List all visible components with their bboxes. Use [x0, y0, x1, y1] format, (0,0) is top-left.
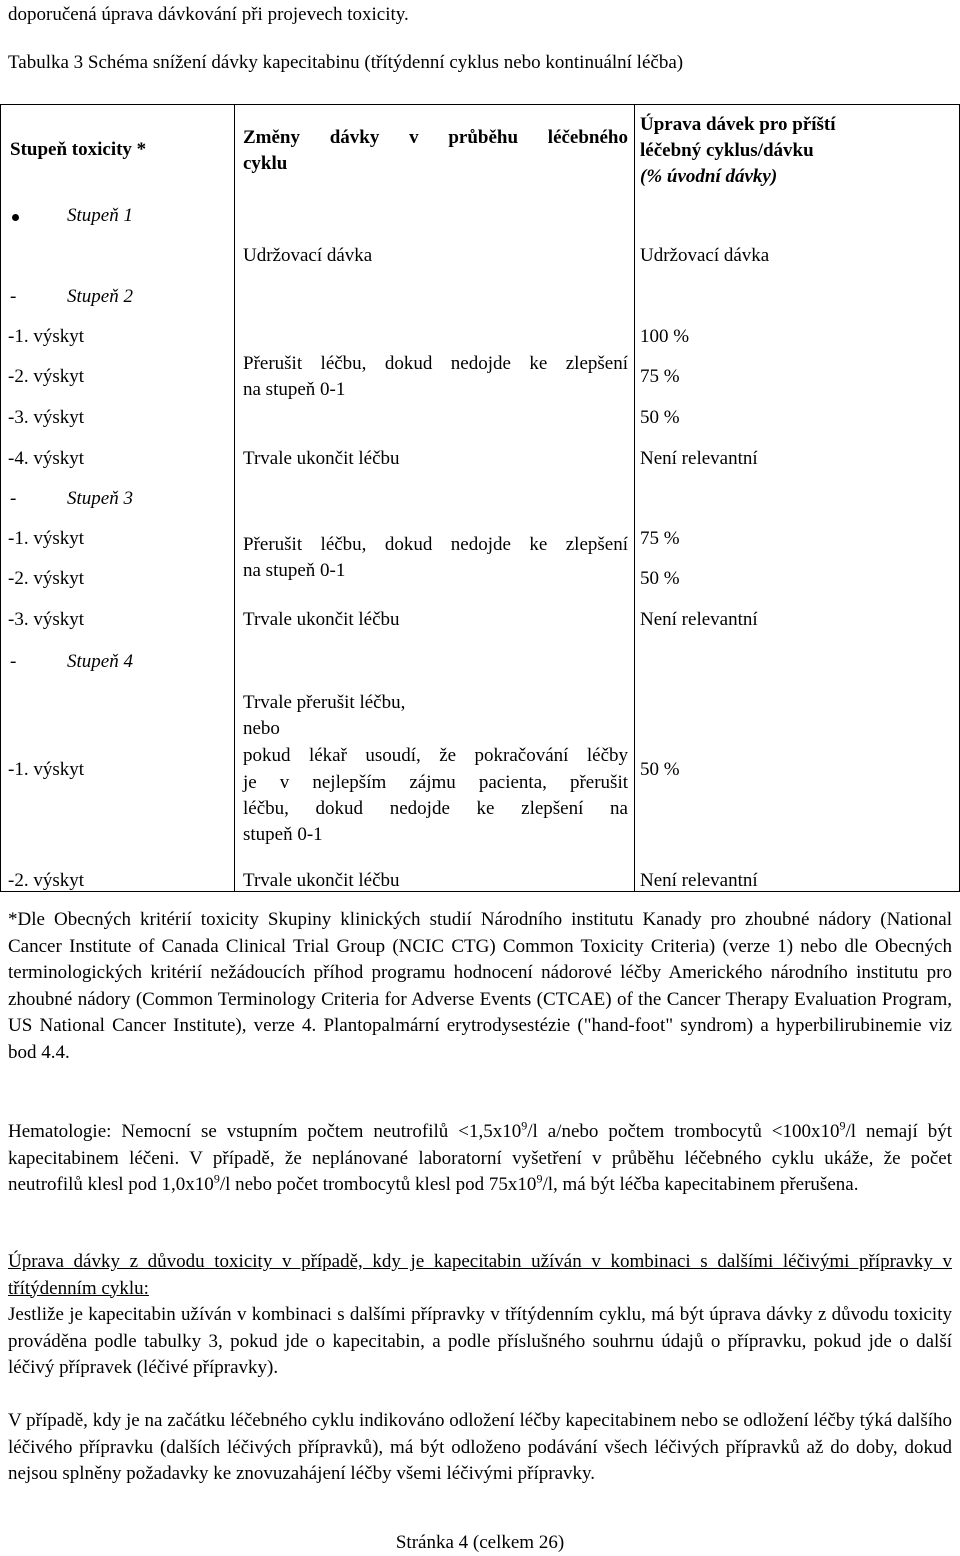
grade4-next-2: Není relevantní: [640, 870, 758, 891]
grade3-label: Stupeň 3: [67, 488, 133, 509]
table-bottom-border: [0, 891, 960, 892]
hematology-exp-4: 9: [536, 1171, 543, 1186]
grade2-next-1: 100 %: [640, 326, 690, 347]
grade3-occurrence-1: -1. výskyt: [8, 528, 84, 549]
grade2-next-4: Není relevantní: [640, 448, 758, 469]
grade4-change-line2: nebo: [243, 718, 280, 739]
table-col-divider-1: [234, 104, 235, 892]
grade4-change-line3: pokud lékař usoudí, že pokračování léčby: [243, 745, 628, 766]
grade2-next-2: 75 %: [640, 366, 680, 387]
header-next-dose-line1: Úprava dávek pro příští: [640, 114, 836, 135]
grade2-label: Stupeň 2: [67, 286, 133, 307]
table-left-border: [0, 104, 1, 892]
grade2-interrupt-line1: Přerušit léčbu, dokud nedojde ke zlepšení: [243, 353, 628, 374]
header-next-dose-line2: léčebný cyklus/dávku: [640, 140, 814, 161]
table-col-divider-2: [634, 104, 635, 892]
header-dose-change-line2: cyklu: [243, 153, 288, 174]
grade4-change-line1: Trvale přerušit léčbu,: [243, 692, 406, 713]
grade3-next-2: 50 %: [640, 568, 680, 589]
header-dose-change-line1: Změny dávky v průběhu léčebného: [243, 127, 628, 148]
grade4-next-1: 50 %: [640, 759, 680, 780]
hematology-paragraph: [8, 1119, 952, 1199]
grade2-dash: -: [10, 286, 17, 307]
top-fragment-text: doporučená úprava dávkování při projevech toxicity.: [8, 4, 409, 25]
grade3-occurrence-2: -2. výskyt: [8, 568, 84, 589]
grade3-change-3: Trvale ukončit léčbu: [243, 609, 400, 630]
hematology-exp-2: 9: [839, 1118, 846, 1133]
grade2-occurrence-1: -1. výskyt: [8, 326, 84, 347]
grade4-dash: -: [10, 651, 17, 672]
grade2-change-4: Trvale ukončit léčbu: [243, 448, 400, 469]
hematology-text-1: Hematologie: Nemocní se vstupním počtem neutrofilů <1,5x10: [8, 1121, 522, 1142]
table-top-border: [0, 104, 960, 105]
grade1-change: Udržovací dávka: [243, 245, 373, 266]
grade2-occurrence-2: -2. výskyt: [8, 366, 84, 387]
grade4-occurrence-1: -1. výskyt: [8, 759, 84, 780]
grade3-interrupt-line1: Přerušit léčbu, dokud nedojde ke zlepšení: [243, 534, 628, 555]
grade2-occurrence-4: -4. výskyt: [8, 448, 84, 469]
grade3-dash: -: [10, 488, 17, 509]
grade2-next-3: 50 %: [640, 407, 680, 428]
grade4-change-line5: léčbu, dokud nedojde ke zlepšení na: [243, 798, 628, 819]
hematology-text-5: /l, má být léčba kapecitabinem přerušena.: [542, 1174, 859, 1195]
page-footer: Stránka 4 (celkem 26): [395, 1532, 565, 1553]
grade1-label: Stupeň 1: [67, 205, 133, 226]
grade3-next-3: Není relevantní: [640, 609, 758, 630]
header-toxicity-grade: Stupeň toxicity *: [10, 139, 147, 160]
header-next-dose-line3: (% úvodní dávky): [640, 166, 778, 187]
grade4-change-line6: stupeň 0-1: [243, 824, 323, 845]
grade4-change-2: Trvale ukončit léčbu: [243, 870, 400, 891]
hematology-exp-1: 9: [521, 1118, 528, 1133]
grade4-occurrence-2: -2. výskyt: [8, 870, 84, 891]
hematology-text-2: /l a/nebo počtem trombocytů <100x10: [527, 1121, 840, 1142]
bullet-icon: [12, 214, 19, 221]
grade4-label: Stupeň 4: [67, 651, 133, 672]
hematology-text-3: /l nemají být kapecitabinem léčeni. V případě, že neplánované laboratorní vyšetření v průběhu léčebného cyklu ukáže, že počet neutrofilů klesl pod 1,0x10: [8, 1121, 952, 1195]
combination-heading: Úprava dávky z důvodu toxicity v případě, kdy je kapecitabin užíván v kombinaci s dalšími léčivými přípravky v třítýdenním cyklu:: [8, 1251, 952, 1299]
grade2-interrupt-line2: na stupeň 0-1: [243, 379, 346, 400]
hematology-text-4: /l nebo počet trombocytů klesl pod 75x10: [219, 1174, 537, 1195]
grade3-interrupt-line2: na stupeň 0-1: [243, 560, 346, 581]
grade2-occurrence-3: -3. výskyt: [8, 407, 84, 428]
combination-body: Jestliže je kapecitabin užíván v kombinaci s dalšími přípravky v třítýdenním cyklu, má být úprava dávky z důvodu toxicity prováděna podle tabulky 3, pokud jde o kapecitabin, a podle příslušného souhrnu údajů o přípravku, pokud jde o další léčivý přípravek (léčivé přípravky).: [8, 1304, 952, 1378]
grade1-next: Udržovací dávka: [640, 245, 770, 266]
grade4-change-line4: je v nejlepším zájmu pacienta, přerušit: [243, 772, 628, 793]
table-caption: Tabulka 3 Schéma snížení dávky kapecitabinu (třítýdenní cyklus nebo kontinuální léčba): [8, 52, 684, 73]
grade3-next-1: 75 %: [640, 528, 680, 549]
delay-paragraph: V případě, kdy je na začátku léčebného cyklu indikováno odložení léčby kapecitabinem nebo se odložení léčby týká dalšího léčivého přípravku (dalších léčivých přípravků), má být odloženo podávání všech léčivých přípravků až do doby, dokud nejsou splněny požadavky ke znovuzahájení léčby všemi léčivými přípravky.: [8, 1410, 952, 1484]
hematology-exp-3: 9: [213, 1171, 220, 1186]
table-footnote: *Dle Obecných kritérií toxicity Skupiny klinických studií Národního institutu Kanady pro zhoubné nádory (National Cancer Institute of Canada Clinical Trial Group (NCIC CTG) Common Toxicity Criteria) (verze 1) nebo dle Obecných terminologických kritérií nežádoucích příhod programu hodnocení nádorové léčby Amerického národního institutu pro zhoubné nádory (Common Terminology Criteria for Adverse Events (CTCAE) of the Cancer Therapy Evaluation Program, US National Cancer Institute), verze 4. Plantopalmární erytrodysestézie ("hand-foot" syndrom) a hyperbilirubinemie viz bod 4.4.: [8, 909, 952, 1063]
grade3-occurrence-3: -3. výskyt: [8, 609, 84, 630]
